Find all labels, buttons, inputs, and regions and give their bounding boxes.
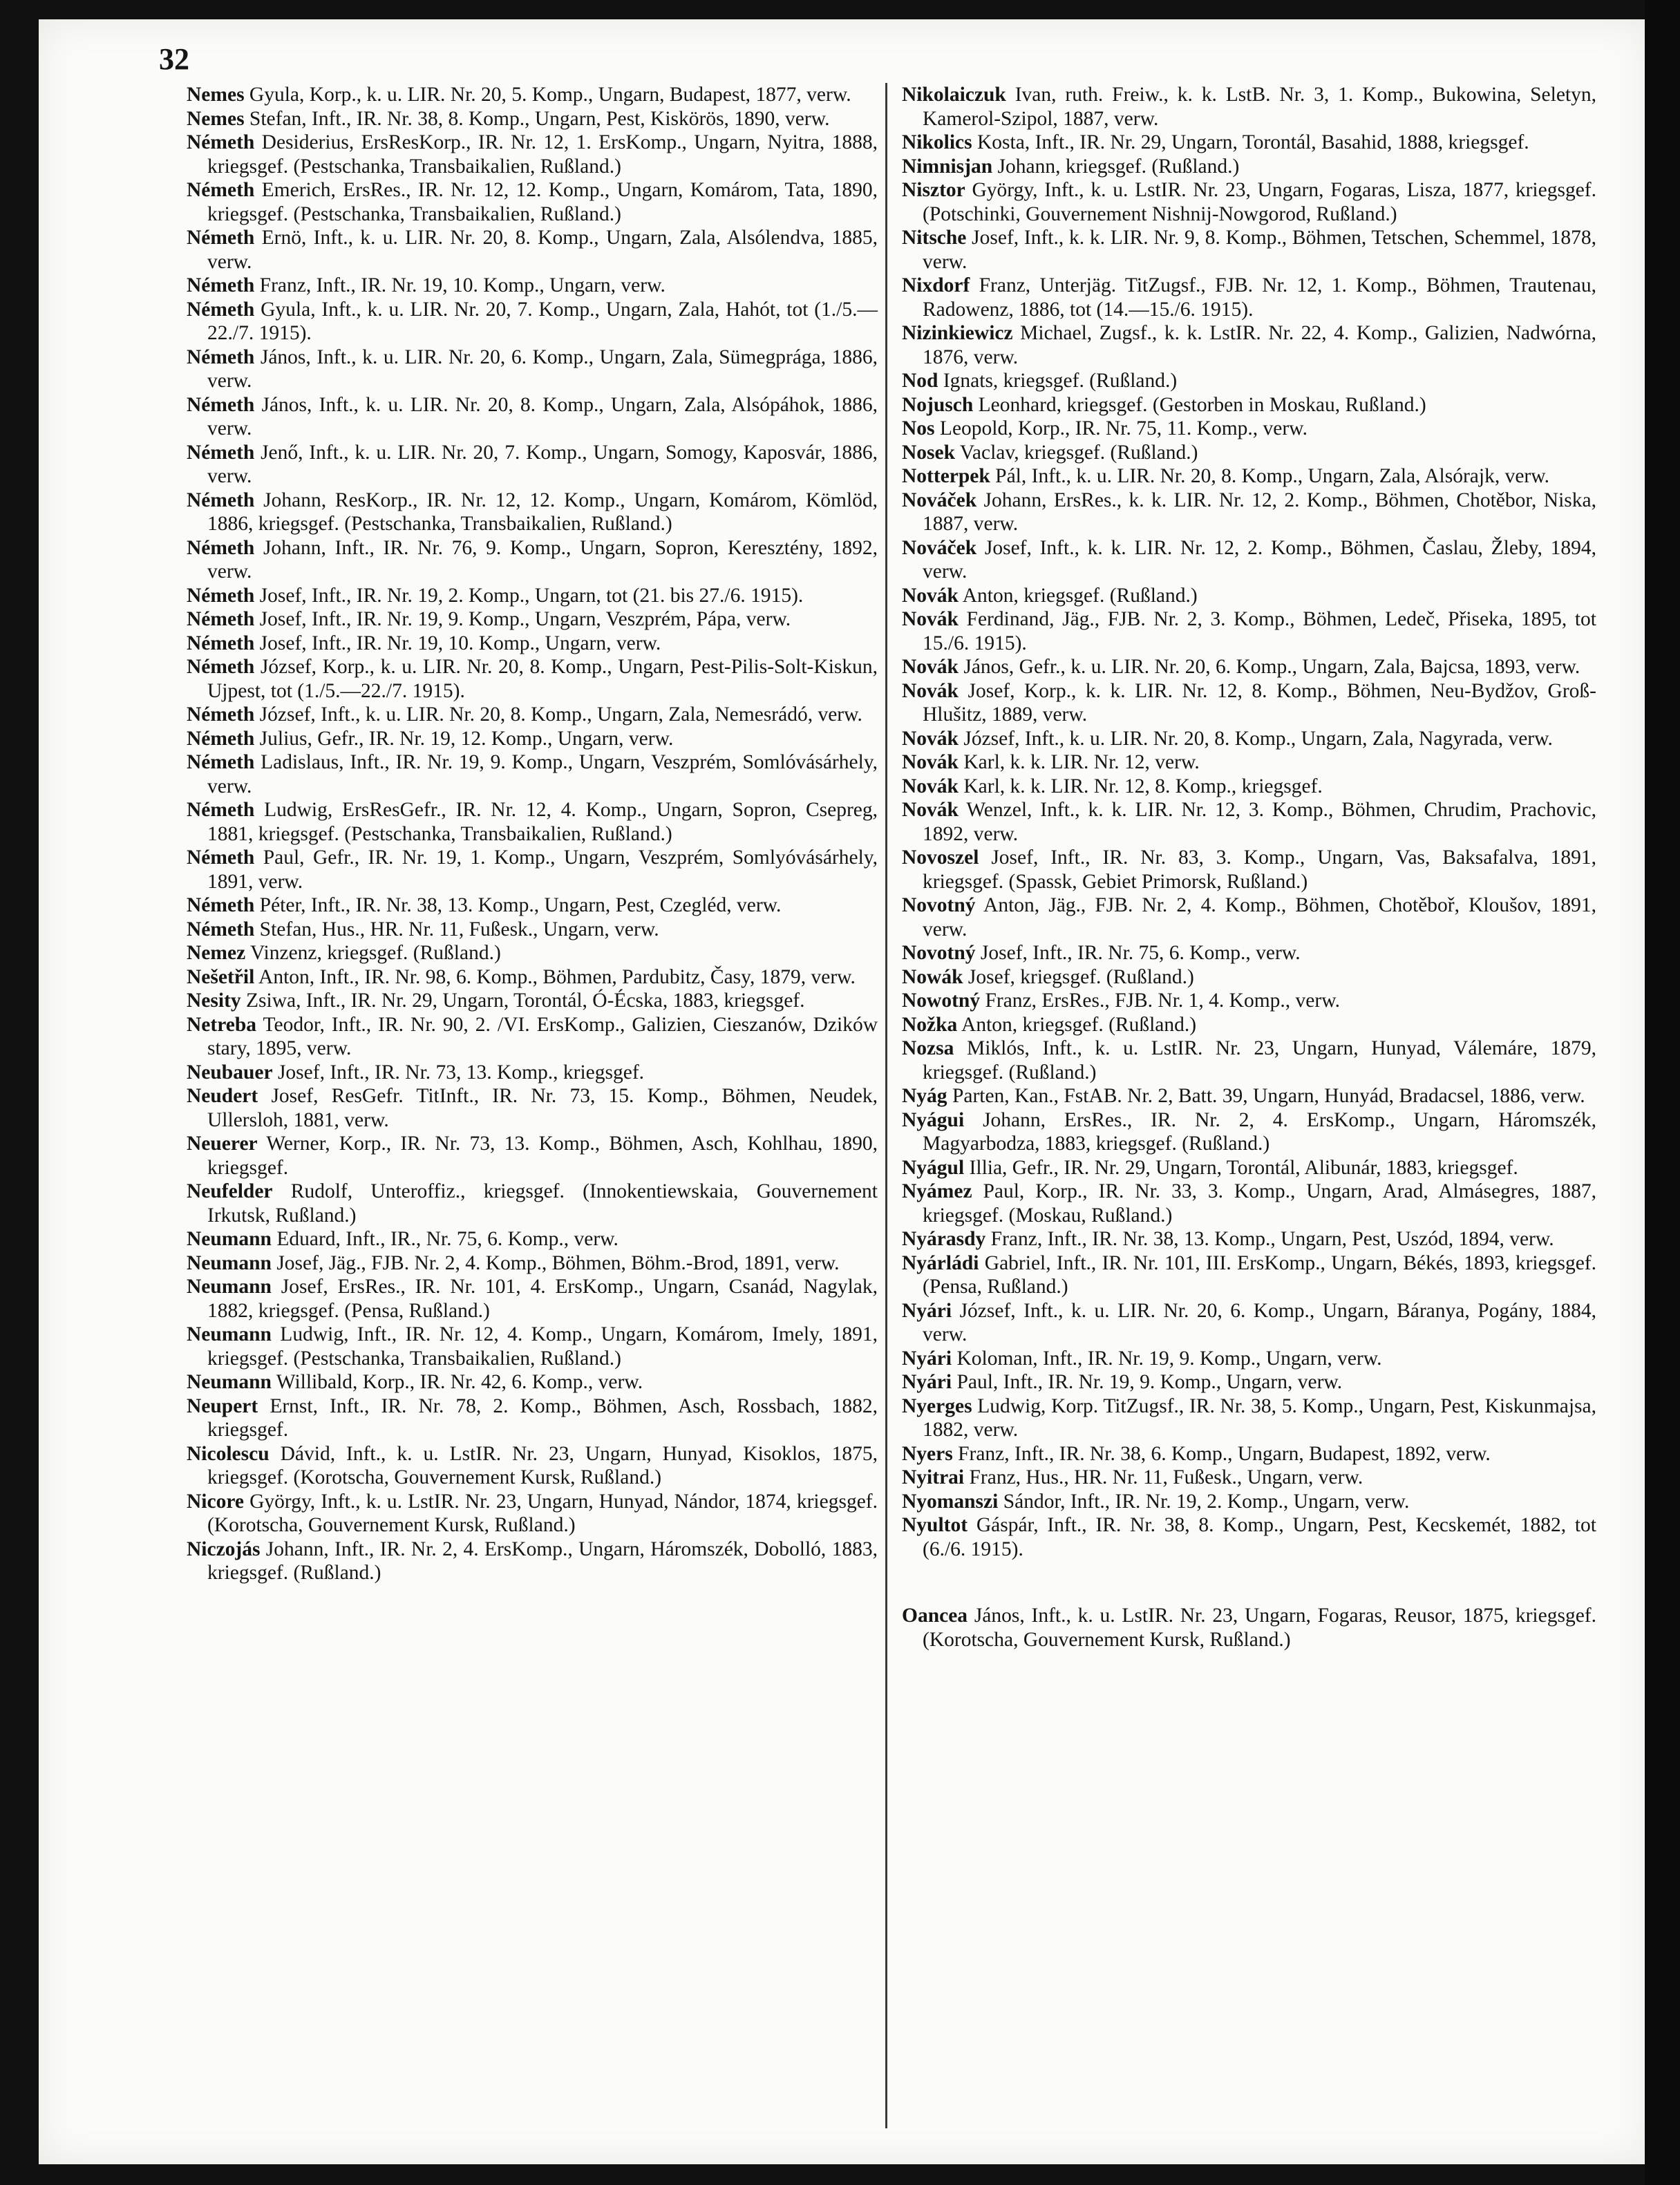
entry-details: Josef, kriegsgef. (Rußland.) xyxy=(963,965,1194,988)
entry-surname: Nyámez xyxy=(902,1180,972,1202)
entry-surname: Novotný xyxy=(902,894,976,916)
register-entry xyxy=(187,798,878,846)
entry-details: Vinzenz, kriegsgef. (Rußland.) xyxy=(245,942,501,964)
entry-details: Gyula, Korp., k. u. LIR. Nr. 20, 5. Komp., Ungarn, Budapest, 1877, verw. xyxy=(244,84,851,106)
entry-details: Paul, Korp., IR. Nr. 33, 3. Komp., Ungarn, Arad, Almásegres, 1887, kriegsgef. (Moskau, Rußland.) xyxy=(923,1180,1596,1227)
register-entry xyxy=(902,1251,1596,1299)
entry-details: Anton, kriegsgef. (Rußland.) xyxy=(958,584,1198,607)
register-entry xyxy=(902,1299,1596,1347)
entry-surname: Németh xyxy=(187,489,255,511)
register-entry xyxy=(187,1323,878,1370)
register-entry xyxy=(187,989,878,1013)
entry-surname: Nikolics xyxy=(902,131,972,153)
register-entry xyxy=(902,750,1596,775)
entry-surname: Nosek xyxy=(902,441,956,464)
entry-details: József, Inft., k. u. LIR. Nr. 20, 8. Komp., Ungarn, Zala, Nagyrada, verw. xyxy=(958,727,1553,750)
entry-surname: Németh xyxy=(187,727,255,750)
entry-details: Josef, Inft., IR. Nr. 73, 13. Komp., kriegsgef. xyxy=(272,1061,645,1084)
register-entry xyxy=(187,632,878,656)
entry-surname: Németh xyxy=(187,584,255,607)
register-entry xyxy=(187,893,878,918)
register-entry xyxy=(902,775,1596,799)
entry-surname: Nyultot xyxy=(902,1514,968,1536)
register-entry xyxy=(902,321,1596,369)
entry-surname: Nimnisjan xyxy=(902,155,993,178)
register-entry xyxy=(902,178,1596,226)
entry-details: Karl, k. k. LIR. Nr. 12, 8. Komp., kriegsgef. xyxy=(958,775,1323,797)
register-entry xyxy=(902,1513,1596,1561)
register-entry xyxy=(902,607,1596,655)
register-entry xyxy=(187,536,878,584)
register-entry xyxy=(902,679,1596,727)
entry-surname: Neupert xyxy=(187,1394,258,1417)
register-entry xyxy=(902,393,1596,417)
register-entry xyxy=(187,607,878,632)
entry-surname: Németh xyxy=(187,131,255,153)
register-entry xyxy=(187,226,878,274)
entry-surname: Nemes xyxy=(187,84,245,106)
entry-surname: Nos xyxy=(902,417,935,439)
register-entry xyxy=(187,441,878,489)
entry-details: Gyula, Inft., k. u. LIR. Nr. 20, 7. Komp., Ungarn, Zala, Hahót, tot (1./5.—22./7. 1915). xyxy=(207,298,878,344)
entry-surname: Nesity xyxy=(187,990,241,1012)
entry-details: János, Gefr., k. u. LIR. Nr. 20, 6. Komp., Ungarn, Zala, Bajcsa, 1893, verw. xyxy=(958,656,1580,678)
register-entry xyxy=(187,1227,878,1251)
entry-surname: Nyág xyxy=(902,1085,947,1107)
register-entry xyxy=(902,1442,1596,1466)
entry-surname: Nicolescu xyxy=(187,1442,270,1465)
entry-surname: Novák xyxy=(902,751,959,773)
entry-details: Franz, Inft., IR. Nr. 38, 6. Komp., Ungarn, Budapest, 1892, verw. xyxy=(952,1442,1491,1465)
entry-surname: Nyágui xyxy=(902,1108,965,1131)
register-entry xyxy=(187,1180,878,1227)
entry-details: Johann, kriegsgef. (Rußland.) xyxy=(992,155,1240,178)
entry-details: Sándor, Inft., IR. Nr. 19, 2. Komp., Ungarn, verw. xyxy=(998,1490,1410,1513)
register-entry xyxy=(902,846,1596,893)
register-entry xyxy=(902,1394,1596,1442)
entry-details: Desiderius, ErsResKorp., IR. Nr. 12, 1. ErsKomp., Ungarn, Nyitra, 1888, kriegsgef. (Pestschanka, Transbaikalien, Rußland.) xyxy=(207,131,878,178)
register-entry xyxy=(187,1275,878,1323)
entry-details: Johann, Inft., IR. Nr. 76, 9. Komp., Ungarn, Sopron, Keresztény, 1892, verw. xyxy=(207,536,878,583)
entry-surname: Németh xyxy=(187,632,255,654)
entry-details: Josef, Inft., IR. Nr. 19, 2. Komp., Ungarn, tot (21. bis 27./6. 1915). xyxy=(254,584,804,607)
entry-surname: Novák xyxy=(902,775,959,797)
entry-surname: Németh xyxy=(187,656,255,678)
register-entry xyxy=(902,965,1596,990)
entry-details: Miklós, Inft., k. u. LstIR. Nr. 23, Ungarn, Hunyad, Válemáre, 1879, kriegsgef. (Rußland.) xyxy=(923,1037,1596,1084)
entry-details: Franz, Inft., IR. Nr. 19, 10. Komp., Ungarn, verw. xyxy=(254,274,666,296)
entry-details: Gáspár, Inft., IR. Nr. 38, 8. Komp., Ungarn, Pest, Kecskemét, 1882, tot (6./6. 1915). xyxy=(923,1514,1596,1560)
register-entry xyxy=(902,1037,1596,1084)
entry-surname: Nožka xyxy=(902,1013,958,1036)
entry-surname: Neuerer xyxy=(187,1133,258,1155)
entry-details: János, Inft., k. u. LstIR. Nr. 23, Ungarn, Fogaras, Reusor, 1875, kriegsgef. (Korotscha, Gouvernement Kursk, Rußland.) xyxy=(923,1605,1596,1651)
entry-details: Anton, kriegsgef. (Rußland.) xyxy=(957,1013,1197,1036)
register-entry xyxy=(902,441,1596,465)
register-entry xyxy=(902,1108,1596,1156)
entry-details: Josef, ResGefr. TitInft., IR. Nr. 73, 15. Komp., Böhmen, Neudek, Ullersloh, 1881, verw. xyxy=(207,1085,878,1131)
register-entry xyxy=(902,893,1596,941)
entry-surname: Novák xyxy=(902,608,959,630)
entry-details: Gabriel, Inft., IR. Nr. 101, III. ErsKomp., Ungarn, Békés, 1893, kriegsgef. (Pensa, Rußland.) xyxy=(923,1251,1596,1298)
entry-surname: Nyerges xyxy=(902,1394,972,1417)
register-entry xyxy=(902,1466,1596,1490)
entry-details: Dávid, Inft., k. u. LstIR. Nr. 23, Ungarn, Hunyad, Kisoklos, 1875, kriegsgef. (Korotscha, Gouvernement Kursk, Rußland.) xyxy=(207,1442,878,1488)
entry-surname: Nojusch xyxy=(902,393,974,416)
entry-surname: Nemes xyxy=(187,107,245,130)
entry-details: Josef, Inft., IR. Nr. 19, 9. Komp., Ungarn, Veszprém, Pápa, verw. xyxy=(254,608,791,630)
entry-details: Parten, Kan., FstAB. Nr. 2, Batt. 39, Ungarn, Hunyád, Bradacsel, 1886, verw. xyxy=(947,1085,1585,1107)
entry-surname: Nyárasdy xyxy=(902,1228,986,1250)
entry-details: Johann, ErsRes., IR. Nr. 2, 4. ErsKomp., Ungarn, Háromszék, Magyarbodza, 1883, kriegsgef. (Rußland.) xyxy=(923,1108,1596,1155)
entry-details: Josef, Inft., IR. Nr. 19, 10. Komp., Ungarn, verw. xyxy=(254,632,661,654)
entry-surname: Novoszel xyxy=(902,846,979,869)
register-entry xyxy=(187,298,878,346)
page-number: 32 xyxy=(159,42,189,76)
entry-details: János, Inft., k. u. LIR. Nr. 20, 8. Komp., Ungarn, Zala, Alsópáhok, 1886, verw. xyxy=(207,393,878,439)
entry-surname: Németh xyxy=(187,298,255,321)
entry-surname: Novotný xyxy=(902,942,976,964)
register-entry xyxy=(187,131,878,178)
entry-details: Anton, Inft., IR. Nr. 98, 6. Komp., Böhmen, Pardubitz, Časy, 1879, verw. xyxy=(254,965,856,988)
register-entry xyxy=(187,1442,878,1490)
entry-surname: Németh xyxy=(187,799,255,821)
entry-details: Josef, Inft., IR. Nr. 75, 6. Komp., verw. xyxy=(975,942,1301,964)
entry-details: Franz, Unterjäg. TitZugsf., FJB. Nr. 12, 1. Komp., Böhmen, Trautenau, Radowenz, 1886, tot (14.—15./6. 1915). xyxy=(923,274,1596,321)
entry-surname: Netreba xyxy=(187,1013,257,1036)
entry-details: György, Inft., k. u. LstIR. Nr. 23, Ungarn, Fogaras, Lisza, 1877, kriegsgef. (Potschinki, Gouvernement Nishnij-Nowgorod, Rußland.) xyxy=(923,179,1596,225)
entry-details: Julius, Gefr., IR. Nr. 19, 12. Komp., Ungarn, verw. xyxy=(254,727,674,750)
entry-surname: Neudert xyxy=(187,1085,258,1107)
entry-details: György, Inft., k. u. LstIR. Nr. 23, Ungarn, Hunyad, Nándor, 1874, kriegsgef. (Korotscha, Gouvernement Kursk, Rußland.) xyxy=(207,1490,878,1536)
register-entry xyxy=(902,417,1596,441)
entry-surname: Novák xyxy=(902,679,959,702)
entry-surname: Németh xyxy=(187,179,255,201)
entry-surname: Nyers xyxy=(902,1442,953,1465)
entry-details: Ernst, Inft., IR. Nr. 78, 2. Komp., Böhmen, Asch, Rossbach, 1882, kriegsgef. xyxy=(207,1394,878,1441)
register-entry xyxy=(187,107,878,131)
entry-surname: Nešetřil xyxy=(187,965,255,988)
entry-details: Josef, ErsRes., IR. Nr. 101, 4. ErsKomp., Ungarn, Csanád, Nagylak, 1882, kriegsgef. (Pensa, Rußland.) xyxy=(207,1276,878,1322)
entry-surname: Neumann xyxy=(187,1251,272,1274)
register-entry xyxy=(187,703,878,727)
entry-surname: Novák xyxy=(902,656,959,678)
entry-details: Paul, Gefr., IR. Nr. 19, 1. Komp., Ungarn, Veszprém, Somlyóvásárhely, 1891, verw. xyxy=(207,846,878,893)
entry-surname: Németh xyxy=(187,274,255,296)
entry-surname: Nyári xyxy=(902,1371,952,1393)
entry-details: Paul, Inft., IR. Nr. 19, 9. Komp., Ungarn, verw. xyxy=(952,1371,1343,1393)
entry-details: Rudolf, Unteroffiz., kriegsgef. (Innokentiewskaia, Gouvernement Irkutsk, Rußland.) xyxy=(207,1180,878,1227)
register-entry xyxy=(902,989,1596,1013)
entry-details: Johann, Inft., IR. Nr. 2, 4. ErsKomp., Ungarn, Háromszék, Dobolló, 1883, kriegsgef. (Rußland.) xyxy=(207,1538,878,1584)
register-entry xyxy=(187,727,878,751)
entry-details: Willibald, Korp., IR. Nr. 42, 6. Komp., verw. xyxy=(271,1371,643,1393)
entry-details: Kosta, Inft., IR. Nr. 29, Ungarn, Torontál, Basahid, 1888, kriegsgef. xyxy=(972,131,1529,153)
entry-details: Franz, ErsRes., FJB. Nr. 1, 4. Komp., verw. xyxy=(980,990,1340,1012)
register-entry xyxy=(187,846,878,893)
entry-surname: Németh xyxy=(187,608,255,630)
entry-surname: Németh xyxy=(187,536,255,559)
register-entry xyxy=(187,178,878,226)
entry-details: Stefan, Inft., IR. Nr. 38, 8. Komp., Ungarn, Pest, Kiskörös, 1890, verw. xyxy=(244,107,830,130)
register-entry xyxy=(902,584,1596,608)
entry-surname: Németh xyxy=(187,918,255,940)
entry-details: Anton, Jäg., FJB. Nr. 2, 4. Komp., Böhmen, Chotěboř, Kloušov, 1891, verw. xyxy=(923,894,1596,940)
register-entry xyxy=(902,155,1596,179)
entry-details: Werner, Korp., IR. Nr. 73, 13. Komp., Böhmen, Asch, Kohlhau, 1890, kriegsgef. xyxy=(207,1133,878,1179)
entry-surname: Németh xyxy=(187,846,255,869)
entry-details: Eduard, Inft., IR., Nr. 75, 6. Komp., verw. xyxy=(271,1228,619,1250)
entry-surname: Nyomanszi xyxy=(902,1490,999,1513)
entry-details: Ladislaus, Inft., IR. Nr. 19, 9. Komp., Ungarn, Veszprém, Somlóvásárhely, verw. xyxy=(207,751,878,797)
scan-edge xyxy=(1645,0,1680,2185)
entry-surname: Neufelder xyxy=(187,1180,273,1202)
register-entry xyxy=(902,1013,1596,1037)
register-entry xyxy=(902,1156,1596,1180)
entry-details: Ludwig, Korp. TitZugsf., IR. Nr. 38, 5. Komp., Ungarn, Pest, Kiskunmajsa, 1882, verw. xyxy=(923,1394,1596,1441)
entry-surname: Nicore xyxy=(187,1490,244,1513)
entry-details: Ivan, ruth. Freiw., k. k. LstB. Nr. 3, 1. Komp., Bukowina, Seletyn, Kamerol-Szipol, 1887, verw. xyxy=(923,84,1596,130)
column-divider xyxy=(885,83,887,2128)
entry-details: József, Inft., k. u. LIR. Nr. 20, 8. Komp., Ungarn, Zala, Nemesrádó, verw. xyxy=(254,703,862,726)
entry-surname: Novák xyxy=(902,584,959,607)
entry-details: Jenő, Inft., k. u. LIR. Nr. 20, 7. Komp., Ungarn, Somogy, Kaposvár, 1886, verw. xyxy=(207,441,878,487)
entry-surname: Németh xyxy=(187,227,255,249)
entry-surname: Nemez xyxy=(187,942,246,964)
register-entry xyxy=(187,346,878,393)
entry-surname: Notterpek xyxy=(902,465,990,487)
entry-details: Leopold, Korp., IR. Nr. 75, 11. Komp., verw. xyxy=(934,417,1308,439)
entry-surname: Nozsa xyxy=(902,1037,954,1059)
register-entry xyxy=(902,1347,1596,1371)
entry-details: Wenzel, Inft., k. k. LIR. Nr. 12, 3. Komp., Böhmen, Chrudim, Prachovic, 1892, verw. xyxy=(923,799,1596,845)
entry-details: Karl, k. k. LIR. Nr. 12, verw. xyxy=(958,751,1200,773)
entry-details: Josef, Inft., k. k. LIR. Nr. 9, 8. Komp., Böhmen, Tetschen, Schemmel, 1878, verw. xyxy=(923,227,1596,273)
entry-surname: Németh xyxy=(187,894,255,916)
entry-details: Franz, Inft., IR. Nr. 38, 13. Komp., Ungarn, Pest, Uszód, 1894, verw. xyxy=(985,1228,1554,1250)
entry-surname: Novák xyxy=(902,799,959,821)
entry-details: Josef, Inft., k. k. LIR. Nr. 12, 2. Komp., Böhmen, Časlau, Žleby, 1894, verw. xyxy=(923,536,1596,583)
entry-details: Ludwig, Inft., IR. Nr. 12, 4. Komp., Ungarn, Komárom, Imely, 1891, kriegsgef. (Pestschanka, Transbaikalien, Rußland.) xyxy=(207,1323,878,1370)
entry-surname: Oancea xyxy=(902,1605,968,1627)
entry-details: Josef, Inft., IR. Nr. 83, 3. Komp., Ungarn, Vas, Baksafalva, 1891, kriegsgef. (Spassk, Gebiet Primorsk, Rußland.) xyxy=(923,846,1596,893)
register-entry xyxy=(902,489,1596,536)
entry-surname: Németh xyxy=(187,346,255,368)
entry-surname: Nowák xyxy=(902,965,963,988)
register-entry xyxy=(902,536,1596,584)
register-entry xyxy=(187,274,878,298)
entry-details: János, Inft., k. u. LIR. Nr. 20, 6. Komp., Ungarn, Zala, Sümegprága, 1886, verw. xyxy=(207,346,878,392)
entry-surname: Neumann xyxy=(187,1371,272,1393)
entry-details: Michael, Zugsf., k. k. LstIR. Nr. 22, 4. Komp., Galizien, Nadwórna, 1876, verw. xyxy=(923,322,1596,368)
entry-details: Franz, Hus., HR. Nr. 11, Fußesk., Ungarn, verw. xyxy=(964,1466,1363,1488)
register-entry xyxy=(902,83,1596,131)
entry-surname: Németh xyxy=(187,751,255,773)
register-entry xyxy=(902,274,1596,321)
register-entry xyxy=(902,226,1596,274)
register-entry xyxy=(187,965,878,990)
register-entry xyxy=(187,584,878,608)
register-entry xyxy=(187,1132,878,1180)
register-entry xyxy=(187,1538,878,1585)
entry-surname: Nyágul xyxy=(902,1156,965,1179)
entry-details: József, Inft., k. u. LIR. Nr. 20, 6. Komp., Ungarn, Báranya, Pogány, 1884, verw. xyxy=(923,1299,1596,1345)
register-entry xyxy=(187,489,878,536)
register-entry xyxy=(902,464,1596,489)
entry-details: Vaclav, kriegsgef. (Rußland.) xyxy=(955,441,1198,464)
register-entry xyxy=(187,1490,878,1538)
entry-surname: Neumann xyxy=(187,1228,272,1250)
register-entry xyxy=(187,1370,878,1394)
entry-details: Leonhard, kriegsgef. (Gestorben in Moskau, Rußland.) xyxy=(973,393,1426,416)
entry-details: Pál, Inft., k. u. LIR. Nr. 20, 8. Komp., Ungarn, Zala, Alsórajk, verw. xyxy=(990,465,1550,487)
register-entry xyxy=(187,1394,878,1442)
entry-details: Ludwig, ErsResGefr., IR. Nr. 12, 4. Komp., Ungarn, Sopron, Csepreg, 1881, kriegsgef. (Pestschanka, Transbaikalien, Rußland.) xyxy=(207,799,878,845)
entry-surname: Niczojás xyxy=(187,1538,261,1560)
entry-details: Stefan, Hus., HR. Nr. 11, Fußesk., Ungarn, verw. xyxy=(254,918,659,940)
entry-details: Koloman, Inft., IR. Nr. 19, 9. Komp., Ungarn, verw. xyxy=(952,1347,1382,1370)
entry-surname: Nováček xyxy=(902,536,977,559)
entry-details: Josef, Jäg., FJB. Nr. 2, 4. Komp., Böhmen, Böhm.-Brod, 1891, verw. xyxy=(271,1251,840,1274)
entry-details: Josef, Korp., k. k. LIR. Nr. 12, 8. Komp., Böhmen, Neu-Bydžov, Groß-Hlušitz, 1889, verw. xyxy=(923,679,1596,726)
entry-details: Johann, ErsRes., k. k. LIR. Nr. 12, 2. Komp., Böhmen, Chotěbor, Niska, 1887, verw. xyxy=(923,489,1596,535)
register-entry xyxy=(902,1370,1596,1394)
register-entry xyxy=(902,1084,1596,1108)
register-entry xyxy=(902,1490,1596,1514)
entry-surname: Novák xyxy=(902,727,959,750)
register-entry xyxy=(902,727,1596,751)
register-entry xyxy=(902,655,1596,679)
register-entry xyxy=(187,1013,878,1061)
entry-details: József, Korp., k. u. LIR. Nr. 20, 8. Komp., Ungarn, Pest-Pilis-Solt-Kiskun, Ujpest, tot (1./5.—22./7. 1915). xyxy=(207,656,878,702)
entry-surname: Nyitrai xyxy=(902,1466,965,1488)
register-entry xyxy=(902,1180,1596,1227)
entry-surname: Nizinkiewicz xyxy=(902,322,1013,344)
register-entry xyxy=(187,941,878,965)
entry-details: Ignats, kriegsgef. (Rußland.) xyxy=(938,370,1178,392)
entry-details: Péter, Inft., IR. Nr. 38, 13. Komp., Ungarn, Pest, Czegléd, verw. xyxy=(254,894,782,916)
entry-surname: Nikolaiczuk xyxy=(902,84,1006,106)
entry-surname: Nowotný xyxy=(902,990,981,1012)
entry-details: Zsiwa, Inft., IR. Nr. 29, Ungarn, Torontál, Ó-Écska, 1883, kriegsgef. xyxy=(240,990,805,1012)
register-entry xyxy=(187,1251,878,1276)
entry-surname: Neumann xyxy=(187,1276,272,1298)
left-column xyxy=(187,83,878,1585)
entry-details: Ernö, Inft., k. u. LIR. Nr. 20, 8. Komp., Ungarn, Zala, Alsólendva, 1885, verw. xyxy=(207,227,878,273)
entry-surname: Nisztor xyxy=(902,179,965,201)
entry-surname: Németh xyxy=(187,441,255,464)
right-column xyxy=(902,83,1596,1652)
register-entry xyxy=(187,1084,878,1132)
register-entry xyxy=(902,798,1596,846)
register-entry xyxy=(902,941,1596,965)
register-entry xyxy=(902,369,1596,393)
register-entry xyxy=(187,655,878,703)
register-entry xyxy=(187,750,878,798)
entry-details: Ferdinand, Jäg., FJB. Nr. 2, 3. Komp., Böhmen, Ledeč, Přiseka, 1895, tot 15./6. 1915). xyxy=(923,608,1596,654)
entry-surname: Nyári xyxy=(902,1299,952,1322)
entry-surname: Neubauer xyxy=(187,1061,273,1084)
entry-details: Teodor, Inft., IR. Nr. 90, 2. /VI. ErsKomp., Galizien, Cieszanów, Dzików stary, 1895, verw. xyxy=(207,1013,878,1059)
entry-surname: Nod xyxy=(902,370,938,392)
entry-details: Illia, Gefr., IR. Nr. 29, Ungarn, Torontál, Alibunár, 1883, kriegsgef. xyxy=(964,1156,1518,1179)
register-entry xyxy=(902,1227,1596,1251)
entry-surname: Németh xyxy=(187,393,255,416)
register-entry xyxy=(187,1061,878,1085)
register-entry xyxy=(187,918,878,942)
entry-surname: Nyárládi xyxy=(902,1251,979,1274)
register-entry xyxy=(902,131,1596,155)
register-entry xyxy=(187,393,878,441)
register-entry xyxy=(187,83,878,107)
entry-surname: Nováček xyxy=(902,489,977,511)
entry-details: Johann, ResKorp., IR. Nr. 12, 12. Komp., Ungarn, Komárom, Kömlöd, 1886, kriegsgef. (Pestschanka, Transbaikalien, Rußland.) xyxy=(207,489,878,535)
entry-details: Emerich, ErsRes., IR. Nr. 12, 12. Komp., Ungarn, Komárom, Tata, 1890, kriegsgef. (Pestschanka, Transbaikalien, Rußland.) xyxy=(207,179,878,225)
register-entry xyxy=(902,1604,1596,1652)
entry-surname: Nyári xyxy=(902,1347,952,1370)
entry-surname: Neumann xyxy=(187,1323,272,1345)
entry-surname: Nixdorf xyxy=(902,274,970,296)
entry-surname: Nitsche xyxy=(902,227,967,249)
entry-surname: Németh xyxy=(187,703,255,726)
